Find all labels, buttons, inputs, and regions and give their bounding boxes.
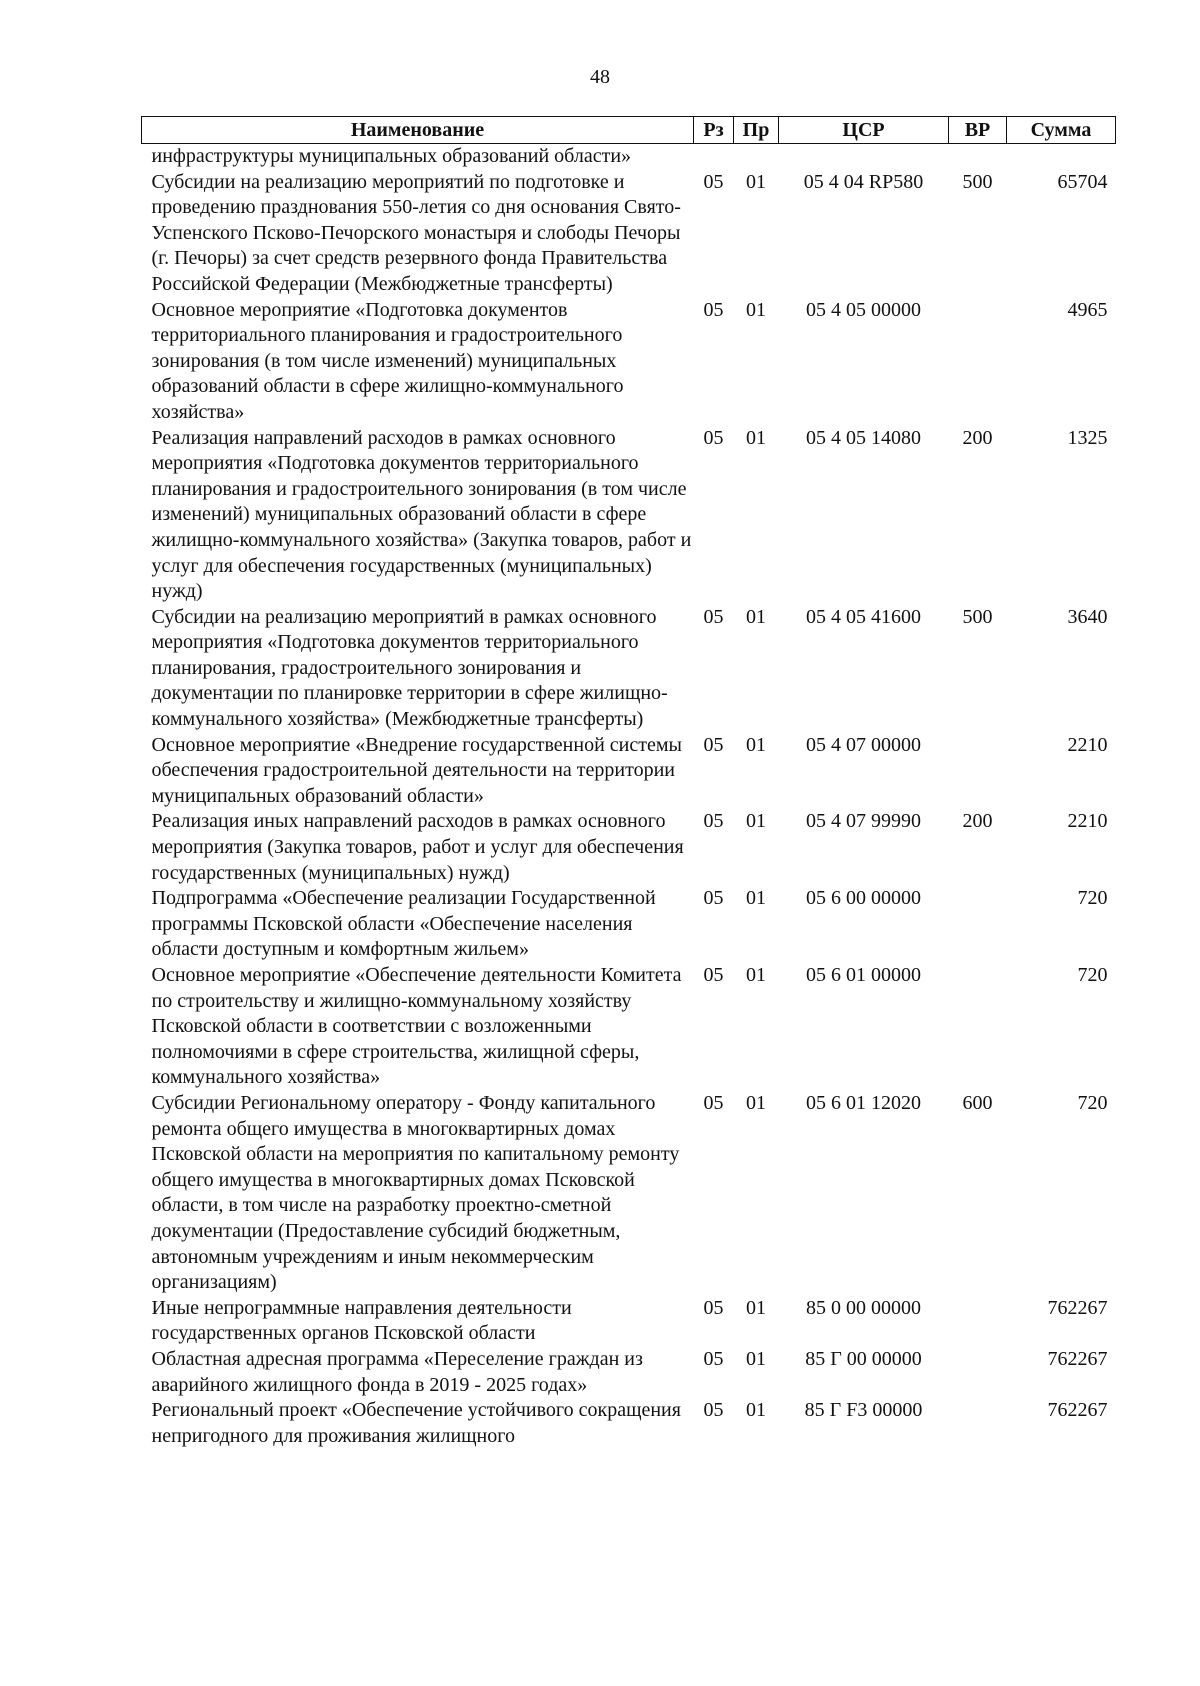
table-row [142,1398,1116,1449]
table-row [142,886,1116,963]
row-name: Подпрограмма «Обеспечение реализации Государственной программы Псковской области «Обеспечение населения области доступным и комфортным жильем» [151,887,656,961]
row-rz: 05 [703,170,724,193]
row-sum: 720 [1077,1091,1108,1114]
row-pr: 01 [746,733,766,756]
row-name: Иные непрограммные направления деятельности государственных органов Псковской области [151,1296,572,1345]
row-pr: 01 [746,1399,766,1422]
row-sum: 762267 [1047,1399,1108,1422]
row-rz: 05 [703,1296,724,1319]
row-vr: 500 [962,170,993,193]
table-row [142,963,1116,1091]
row-rz: 05 [703,1347,724,1370]
row-vr: 200 [962,810,993,833]
row-name: Субсидии на реализацию мероприятий по подготовке и проведению празднования 550-летия со дня основания Свято-Успенского Псково-Печорского монастыря и слободы Печоры (г. Печоры) за счет средств резервного фонда Правительства Российской Федерации (Межбюджетные трансферты) [151,170,681,295]
row-pr: 01 [746,810,766,833]
row-rz: 05 [703,1399,724,1422]
row-vr [949,298,1007,426]
row-rz: 05 [703,887,724,910]
table-row [142,426,1116,605]
table-row [142,1296,1116,1347]
row-rz: 05 [703,298,724,321]
row-pr: 01 [746,1347,766,1370]
table-row [142,605,1116,733]
row-sum: 2210 [1067,810,1108,833]
row-csr: 05 4 07 00000 [806,733,921,756]
table-row [142,809,1116,886]
row-csr: 05 4 04 RP580 [803,170,924,193]
row-pr [734,144,779,170]
row-sum: 2210 [1067,733,1108,756]
row-rz: 05 [703,1091,724,1114]
row-name: Основное мероприятие «Внедрение государственной системы обеспечения градостроительной деятельности на территории муниципальных образований области» [151,733,682,807]
page-number: 48 [590,66,610,88]
row-rz [694,144,734,170]
row-csr: 05 4 05 41600 [806,605,921,628]
row-pr: 01 [746,887,766,910]
row-rz: 05 [703,733,724,756]
row-name: Основное мероприятие «Подготовка документов территориального планирования и градостроительного зонирования (в том числе изменений) муниципальных образований области в сфере жилищно-коммунального хозяйства» [151,298,624,423]
row-name: Реализация иных направлений расходов в рамках основного мероприятия (Закупка товаров, работ и услуг для обеспечения государственных (муниципальных) нужд) [151,810,684,884]
row-name: Реализация направлений расходов в рамках основного мероприятия «Подготовка документов территориального планирования и градостроительного зонирования (в том числе изменений) муниципальных образований области в сфере жилищно-коммунального хозяйства» (Закупка товаров, работ и услуг для обеспечения государственных (муниципальных) нужд) [151,426,692,603]
row-sum: 762267 [1047,1347,1108,1370]
row-rz: 05 [703,426,724,449]
row-rz: 05 [703,605,724,628]
row-csr: 85 Г 00 00000 [805,1347,922,1370]
row-csr: 05 6 01 12020 [806,1091,921,1114]
row-pr: 01 [746,605,766,628]
table-row [142,1347,1116,1398]
row-name: Региональный проект «Обеспечение устойчивого сокращения непригодного для проживания жилищного [151,1399,681,1447]
row-csr: 05 4 05 00000 [806,298,921,321]
row-name: Субсидии на реализацию мероприятий в рамках основного мероприятия «Подготовка документов территориального планирования, градостроительного зонирования и документации по планировке территории в сфере жилищно-коммунального хозяйства» (Межбюджетные трансферты) [151,605,668,731]
table-row [142,733,1116,810]
row-name: инфраструктуры муниципальных образований области» [151,145,632,167]
row-pr: 01 [746,1296,766,1319]
row-vr: 200 [962,426,993,449]
row-name: Областная адресная программа «Переселение граждан из аварийного жилищного фонда в 2019 - 2025 годах» [151,1347,643,1396]
row-pr: 01 [746,1091,766,1114]
header-rz: Рз [694,117,734,144]
row-vr [949,1347,1007,1398]
row-sum: 4965 [1067,298,1108,321]
row-vr [949,963,1007,1091]
row-sum: 720 [1077,964,1108,986]
row-pr: 01 [746,964,766,986]
row-sum: 1325 [1067,426,1108,449]
row-pr: 01 [746,298,766,321]
row-csr: 05 4 07 99990 [806,810,921,833]
table-row [142,144,1116,170]
header-csr: ЦСР [779,117,949,144]
row-csr: 85 Г F3 00000 [804,1399,923,1422]
row-vr: 500 [962,605,993,628]
row-vr [949,1398,1007,1449]
header-pr: Пр [734,117,779,144]
row-vr: 600 [962,1091,993,1114]
row-csr: 85 0 00 00000 [806,1296,921,1319]
row-pr: 01 [746,426,766,449]
row-sum: 3640 [1067,605,1108,628]
row-csr: 05 6 01 00000 [806,964,921,986]
row-sum: 762267 [1047,1296,1108,1319]
header-name: Наименование [142,117,694,144]
row-vr [949,144,1007,170]
row-csr: 05 4 05 14080 [806,426,921,449]
row-sum: 65704 [1057,170,1108,193]
table-row [142,1091,1116,1296]
row-csr [779,144,949,170]
row-rz: 05 [703,964,724,986]
row-vr [949,733,1007,810]
table-header-row [142,117,1116,144]
header-sum: Сумма [1007,117,1116,144]
row-vr [949,886,1007,963]
row-vr [949,1296,1007,1347]
row-pr: 01 [746,170,766,193]
table-row [142,170,1116,298]
row-sum: 720 [1077,887,1108,910]
row-csr: 05 6 00 00000 [806,887,921,910]
row-rz: 05 [703,810,724,833]
row-name: Субсидии Региональному оператору - Фонду капитального ремонта общего имущества в многоквартирных домах Псковской области на мероприятия по капитальному ремонту общего имущества в многоквартирных домах Псковской области, в том числе на разработку проектно-сметной документации (Предоставление субсидий бюджетным, автономным учреждениям и иным некоммерческим организациям) [151,1091,680,1294]
header-vr: ВР [949,117,1007,144]
table-row [142,298,1116,426]
budget-table [141,116,1116,1449]
row-name: Основное мероприятие «Обеспечение деятельности Комитета по строительству и жилищно-коммунальному хозяйству Псковской области в соответствии с возложенными полномочиями в сфере строительства, жилищной сферы, коммунального хозяйства» [151,964,682,1089]
row-sum [1007,144,1116,170]
